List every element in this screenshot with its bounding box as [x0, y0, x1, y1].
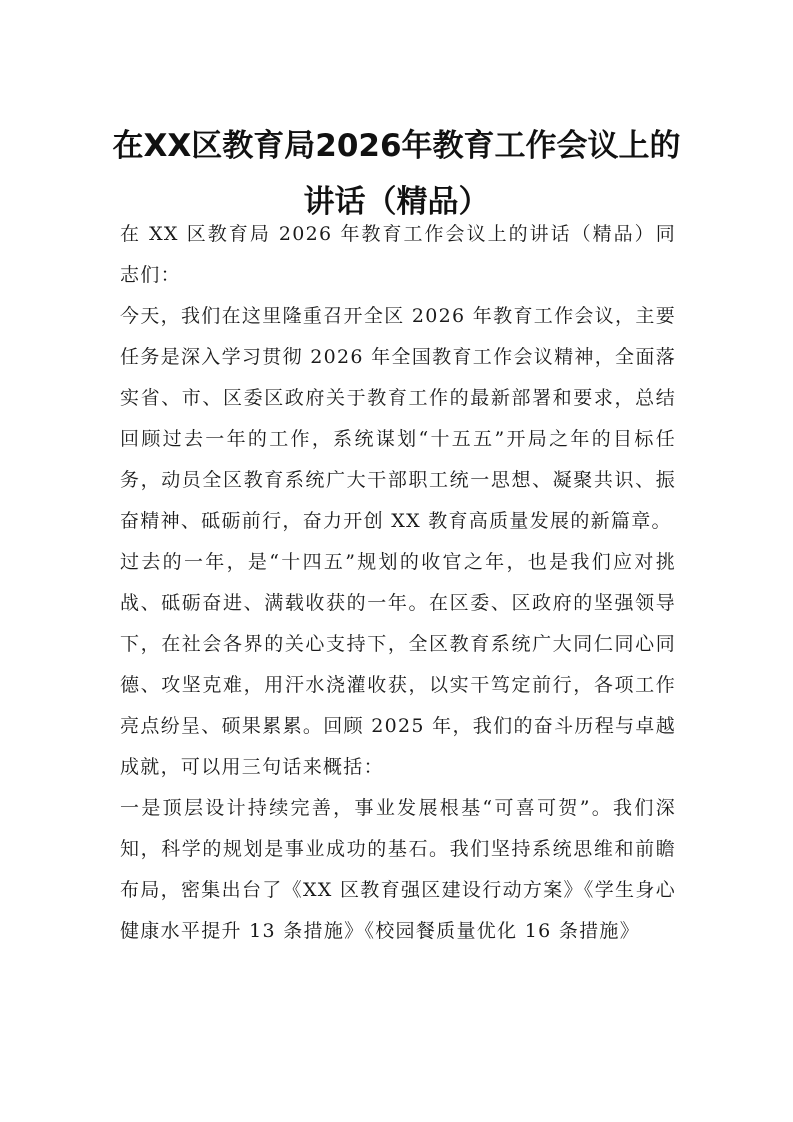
paragraph-greeting: 在 XX 区教育局 2026 年教育工作会议上的讲话（精品）同志们： [120, 223, 676, 286]
document-body [120, 214, 676, 952]
paragraph-opening: 今天，我们在这里隆重召开全区 2026 年教育工作会议，主要任务是深入学习贯彻 2026 年全国教育工作会议精神，全面落实省、市、区委区政府关于教育工作的最新部署和要求，总结回顾过去一年的工作，系统谋划“十五五”开局之年的目标任务，动员全区教育系统广大干部职工统一思想、凝聚共识、振奋精神、砥砺前行，奋力开创 XX 教育高质量发展的新篇章。 [120, 305, 676, 532]
paragraph-point-one: 一是顶层设计持续完善，事业发展根基“可喜可贺”。我们深知，科学的规划是事业成功的基石。我们坚持系统思维和前瞻布局，密集出台了《XX 区教育强区建设行动方案》《学生身心健康水平提升 13 条措施》《校园餐质量优化 16 条措施》 [120, 797, 676, 942]
document-title: 在XX区教育局2026年教育工作会议上的讲话（精品） [112, 128, 681, 220]
paragraph-review: 过去的一年，是“十四五”规划的收官之年，也是我们应对挑战、砥砺奋进、满载收获的一年。在区委、区政府的坚强领导下，在社会各界的关心支持下，全区教育系统广大同仁同心同德、攻坚克难，用汗水浇灌收获，以实干笃定前行，各项工作亮点纷呈、硕果累累。回顾 2025 年，我们的奋斗历程与卓越成就，可以用三句话来概括： [120, 551, 676, 778]
